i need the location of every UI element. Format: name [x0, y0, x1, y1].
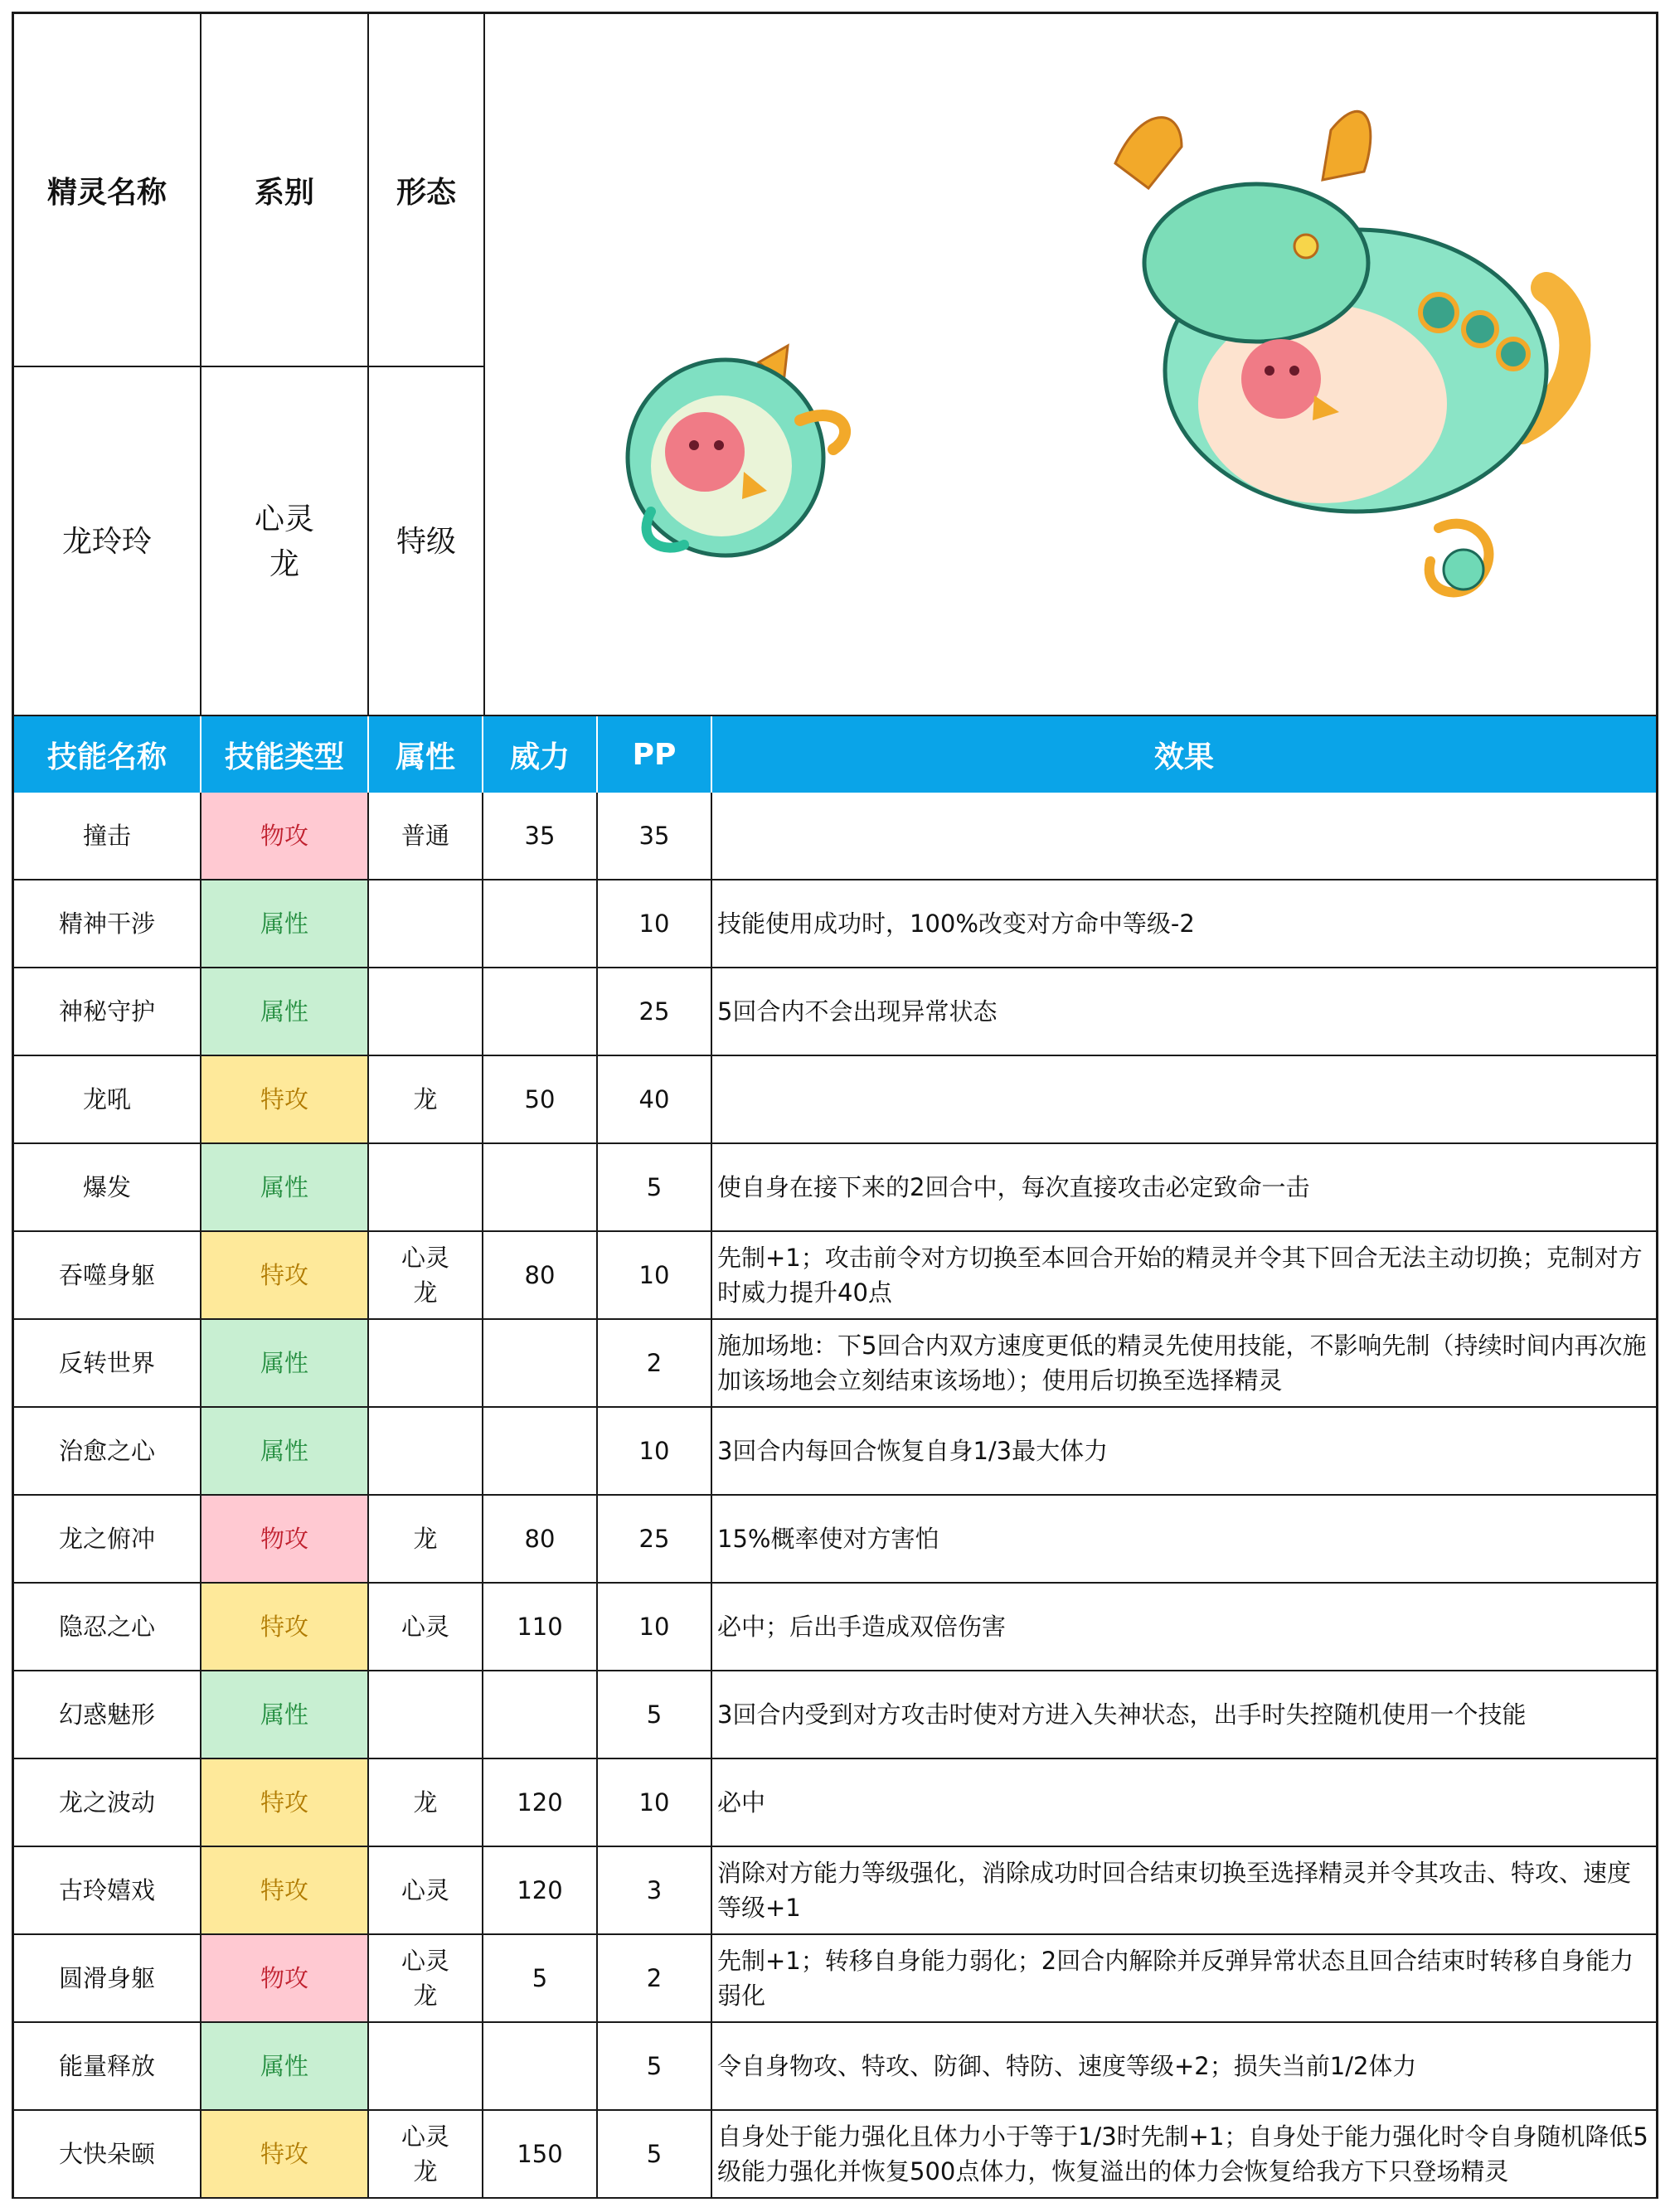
skill-pp: 10 — [598, 1584, 712, 1670]
table-row — [12, 1759, 1658, 1847]
skill-element-line: 心灵 — [401, 1613, 449, 1641]
skill-category: 特攻 — [201, 1056, 369, 1142]
skill-name: 幻惑魅形 — [14, 1671, 201, 1758]
skill-name: 龙吼 — [14, 1056, 201, 1142]
table-row — [12, 2023, 1658, 2111]
skill-category: 属性 — [201, 1671, 369, 1758]
skill-name: 爆发 — [14, 1144, 201, 1230]
form-label-cell — [369, 14, 485, 367]
skill-category: 物攻 — [201, 793, 369, 879]
skill-element — [369, 1935, 483, 2021]
skill-element — [369, 2111, 483, 2197]
skill-power: 110 — [483, 1584, 598, 1670]
sprite-type-2: 龙 — [269, 547, 299, 581]
skill-element-line: 心灵 — [401, 1947, 449, 1975]
skill-category: 属性 — [201, 1408, 369, 1494]
skill-element — [369, 793, 483, 879]
table-row — [12, 1144, 1658, 1232]
col-pp: PP — [598, 716, 712, 793]
skill-category: 属性 — [201, 2023, 369, 2109]
skill-power: 80 — [483, 1232, 598, 1318]
skill-category: 属性 — [201, 880, 369, 967]
skill-power: 120 — [483, 1759, 598, 1846]
table-row — [12, 793, 1658, 880]
skill-effect: 15%概率使对方害怕 — [717, 1525, 939, 1553]
table-row — [12, 1935, 1658, 2023]
name-value-cell — [14, 367, 201, 717]
table-row — [12, 1847, 1658, 1935]
skill-power: 120 — [483, 1847, 598, 1933]
skill-element — [369, 1408, 483, 1494]
form-label: 形态 — [396, 175, 456, 210]
name-label-cell — [14, 14, 201, 367]
col-power: 威力 — [483, 716, 598, 793]
skill-category: 物攻 — [201, 1496, 369, 1582]
skill-effect: 5回合内不会出现异常状态 — [717, 997, 998, 1026]
table-row — [12, 1496, 1658, 1584]
table-row — [12, 1056, 1658, 1144]
skill-name: 撞击 — [14, 793, 201, 879]
skill-pp: 10 — [598, 1759, 712, 1846]
skill-name: 反转世界 — [14, 1320, 201, 1406]
sprite-info-header — [12, 12, 1658, 715]
skill-power — [483, 1144, 598, 1230]
skill-element-line: 龙 — [413, 2157, 438, 2185]
skill-pp: 2 — [598, 1935, 712, 2021]
skill-element — [369, 1584, 483, 1670]
skill-category: 特攻 — [201, 1584, 369, 1670]
skill-name: 大快朵颐 — [14, 2111, 201, 2197]
skill-power: 5 — [483, 1935, 598, 2021]
sprite-artwork-area — [485, 14, 1656, 717]
skill-pp: 5 — [598, 2023, 712, 2109]
skill-effect: 先制+1；攻击前令对方切换至本回合开始的精灵并令其下回合无法主动切换；克制对方时威力提升40点 — [717, 1244, 1643, 1307]
skill-name: 精神干涉 — [14, 880, 201, 967]
skill-power — [483, 1320, 598, 1406]
skill-name: 龙之波动 — [14, 1759, 201, 1846]
skill-name: 能量释放 — [14, 2023, 201, 2109]
skill-name: 治愈之心 — [14, 1408, 201, 1494]
skill-effect: 技能使用成功时，100%改变对方命中等级-2 — [717, 910, 1195, 938]
skill-pp: 25 — [598, 1496, 712, 1582]
skill-category: 特攻 — [201, 1847, 369, 1933]
skill-name: 神秘守护 — [14, 968, 201, 1055]
skill-element-line: 龙 — [413, 1278, 438, 1307]
skill-element-line: 心灵 — [401, 1876, 449, 1904]
large-form-sprite — [1115, 111, 1575, 592]
skill-power — [483, 880, 598, 967]
skill-power: 35 — [483, 793, 598, 879]
skill-effect: 自身处于能力强化且体力小于等于1/3时先制+1；自身处于能力强化时令自身随机降低5级能力强化并恢复500点体力，恢复溢出的体力会恢复给我方下只登场精灵 — [717, 2122, 1648, 2185]
skill-pp: 40 — [598, 1056, 712, 1142]
skill-name: 圆滑身躯 — [14, 1935, 201, 2021]
form-value-cell — [369, 367, 485, 717]
skill-element — [369, 1847, 483, 1933]
skill-pp: 10 — [598, 1408, 712, 1494]
sprite-form: 特级 — [396, 525, 456, 559]
sprite-artwork — [485, 14, 1656, 717]
skill-element — [369, 1144, 483, 1230]
skill-pp: 5 — [598, 1671, 712, 1758]
type-label-cell — [201, 14, 369, 367]
skill-effect: 必中 — [717, 1788, 766, 1817]
skills-table-header — [12, 715, 1658, 793]
skill-effect: 先制+1；转移自身能力弱化；2回合内解除并反弹异常状态且回合结束时转移自身能力弱化 — [717, 1947, 1634, 2010]
col-skill-name: 技能名称 — [14, 716, 201, 793]
skill-category: 物攻 — [201, 1935, 369, 2021]
skill-pp: 3 — [598, 1847, 712, 1933]
skill-power — [483, 1671, 598, 1758]
table-row — [12, 1320, 1658, 1408]
skill-category: 属性 — [201, 1144, 369, 1230]
skill-name: 龙之俯冲 — [14, 1496, 201, 1582]
skill-category: 特攻 — [201, 1232, 369, 1318]
skill-effect: 令自身物攻、特攻、防御、特防、速度等级+2；损失当前1/2体力 — [717, 2052, 1417, 2080]
small-form-sprite — [628, 346, 845, 555]
skill-pp: 2 — [598, 1320, 712, 1406]
skill-element-line: 心灵 — [401, 1244, 449, 1272]
skill-pp: 10 — [598, 1232, 712, 1318]
skill-category: 属性 — [201, 1320, 369, 1406]
skill-power: 80 — [483, 1496, 598, 1582]
type-value-cell — [201, 367, 369, 717]
skill-element — [369, 1496, 483, 1582]
skill-name: 吞噬身躯 — [14, 1232, 201, 1318]
skill-effect: 3回合内受到对方攻击时使对方进入失神状态，出手时失控随机使用一个技能 — [717, 1700, 1527, 1729]
skill-power — [483, 2023, 598, 2109]
table-row — [12, 2111, 1658, 2199]
skill-element-line: 普通 — [401, 822, 449, 850]
skill-element-line: 龙 — [413, 1525, 438, 1553]
skill-name: 隐忍之心 — [14, 1584, 201, 1670]
skill-power — [483, 968, 598, 1055]
table-row — [12, 1232, 1658, 1320]
skill-category: 属性 — [201, 968, 369, 1055]
skill-pp: 5 — [598, 2111, 712, 2197]
skill-element — [369, 968, 483, 1055]
table-row — [12, 1408, 1658, 1496]
skill-effect: 使自身在接下来的2回合中，每次直接攻击必定致命一击 — [717, 1173, 1310, 1201]
skill-pp: 25 — [598, 968, 712, 1055]
name-label: 精灵名称 — [46, 175, 167, 210]
skill-element-line: 心灵 — [401, 2122, 449, 2151]
sprite-name: 龙玲玲 — [61, 525, 152, 559]
skill-effect — [712, 1056, 1656, 1142]
table-row — [12, 1584, 1658, 1671]
table-row — [12, 1671, 1658, 1759]
col-element: 属性 — [369, 716, 483, 793]
skill-effect — [712, 793, 1656, 879]
skill-category: 特攻 — [201, 1759, 369, 1846]
skill-element-line: 龙 — [413, 1085, 438, 1113]
skill-pp: 35 — [598, 793, 712, 879]
skill-element — [369, 880, 483, 967]
skill-element — [369, 2023, 483, 2109]
col-skill-category: 技能类型 — [201, 716, 369, 793]
skill-category: 特攻 — [201, 2111, 369, 2197]
skill-power: 150 — [483, 2111, 598, 2197]
skill-effect: 必中；后出手造成双倍伤害 — [717, 1613, 1007, 1641]
type-label: 系别 — [254, 175, 314, 210]
skill-power — [483, 1408, 598, 1494]
skill-effect: 消除对方能力等级强化，消除成功时回合结束切换至选择精灵并令其攻击、特攻、速度等级+1 — [717, 1859, 1632, 1922]
skill-pp: 10 — [598, 880, 712, 967]
skill-element — [369, 1759, 483, 1846]
skill-sheet — [12, 12, 1658, 2199]
table-row — [12, 880, 1658, 968]
skill-pp: 5 — [598, 1144, 712, 1230]
skill-element-line: 龙 — [413, 1982, 438, 2010]
col-effect: 效果 — [1153, 740, 1214, 774]
skill-element — [369, 1232, 483, 1318]
skill-power: 50 — [483, 1056, 598, 1142]
skill-effect: 3回合内每回合恢复自身1/3最大体力 — [717, 1437, 1109, 1465]
skill-effect: 施加场地：下5回合内双方速度更低的精灵先使用技能，不影响先制（持续时间内再次施加该场地会立刻结束该场地）；使用后切换至选择精灵 — [717, 1332, 1647, 1395]
skill-element — [369, 1056, 483, 1142]
skill-name: 古玲嬉戏 — [14, 1847, 201, 1933]
skill-element — [369, 1320, 483, 1406]
skill-element — [369, 1671, 483, 1758]
sprite-type-1: 心灵 — [254, 502, 314, 536]
skills-table-body — [12, 793, 1658, 2199]
table-row — [12, 968, 1658, 1056]
skill-element-line: 龙 — [413, 1788, 438, 1817]
